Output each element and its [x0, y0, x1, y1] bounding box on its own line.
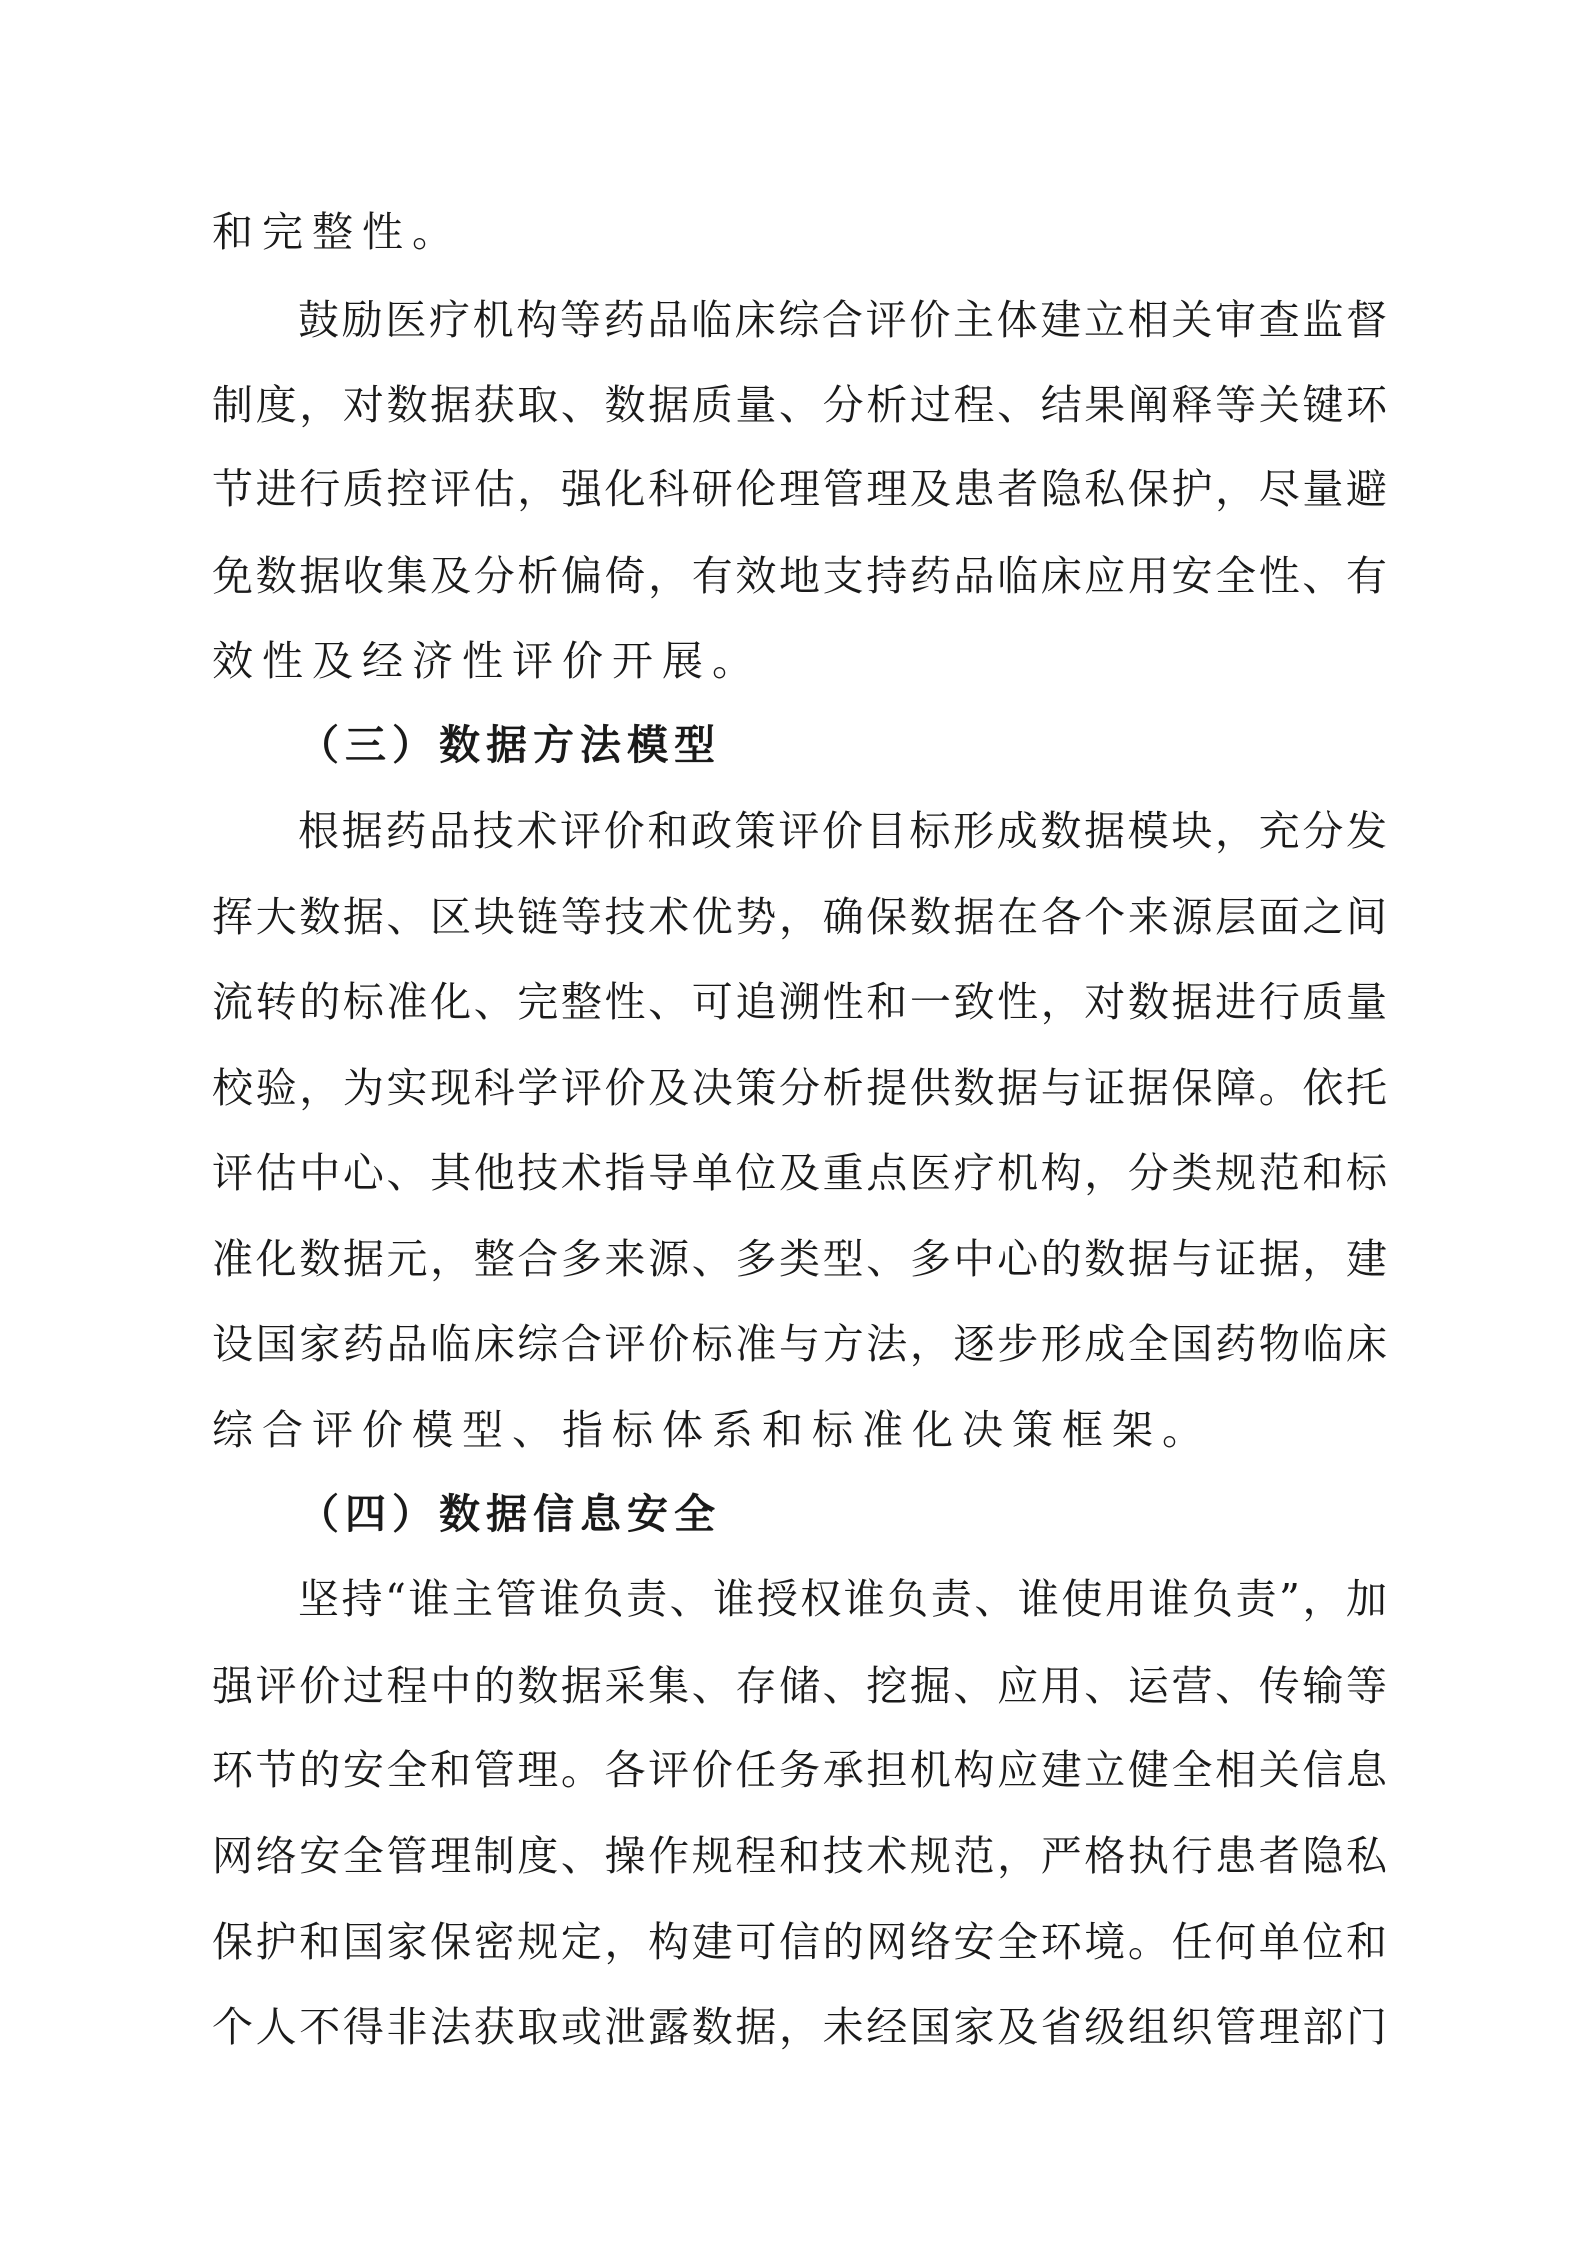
text-line: 个人不得非法获取或泄露数据，未经国家及省级组织管理部门 — [212, 2003, 1387, 2051]
text-line: 强评价过程中的数据采集、存储、挖掘、应用、运营、传输等 — [212, 1662, 1387, 1710]
paragraph-first-line: 根据药品技术评价和政策评价目标形成数据模块，充分发 — [298, 807, 1387, 855]
text-line: 评估中心、其他技术指导单位及重点医疗机构，分类规范和标 — [212, 1149, 1387, 1197]
text-line: 制度，对数据获取、数据质量、分析过程、结果阐释等关键环 — [212, 381, 1387, 429]
text-line: 校验，为实现科学评价及决策分析提供数据与证据保障。依托 — [212, 1064, 1387, 1112]
text-line: 节进行质控评估，强化科研伦理管理及患者隐私保护，尽量避 — [212, 465, 1387, 513]
section-heading-4: （四）数据信息安全 — [298, 1490, 721, 1538]
text-line: 挥大数据、区块链等技术优势，确保数据在各个来源层面之间 — [212, 893, 1387, 941]
text-line: 免数据收集及分析偏倚，有效地支持药品临床应用安全性、有 — [212, 552, 1387, 600]
text-line: 准化数据元，整合多来源、多类型、多中心的数据与证据，建 — [212, 1235, 1387, 1283]
text-line: 网络安全管理制度、操作规程和技术规范，严格执行患者隐私 — [212, 1832, 1387, 1880]
text-line: 保护和国家保密规定，构建可信的网络安全环境。任何单位和 — [212, 1918, 1387, 1966]
text-line: 效性及经济性评价开展。 — [212, 637, 762, 685]
section-heading-3: （三）数据方法模型 — [298, 721, 721, 769]
paragraph-first-line: 鼓励医疗机构等药品临床综合评价主体建立相关审查监督 — [298, 296, 1387, 344]
text-line: 设国家药品临床综合评价标准与方法，逐步形成全国药物临床 — [212, 1320, 1387, 1368]
text-line: 和完整性。 — [212, 208, 462, 256]
text-line: 综合评价模型、指标体系和标准化决策框架。 — [212, 1406, 1212, 1454]
text-line: 环节的安全和管理。各评价任务承担机构应建立健全相关信息 — [212, 1746, 1387, 1794]
paragraph-first-line: 坚持“谁主管谁负责、谁授权谁负责、谁使用谁负责”，加 — [298, 1575, 1387, 1623]
text-line: 流转的标准化、完整性、可追溯性和一致性，对数据进行质量 — [212, 978, 1387, 1026]
